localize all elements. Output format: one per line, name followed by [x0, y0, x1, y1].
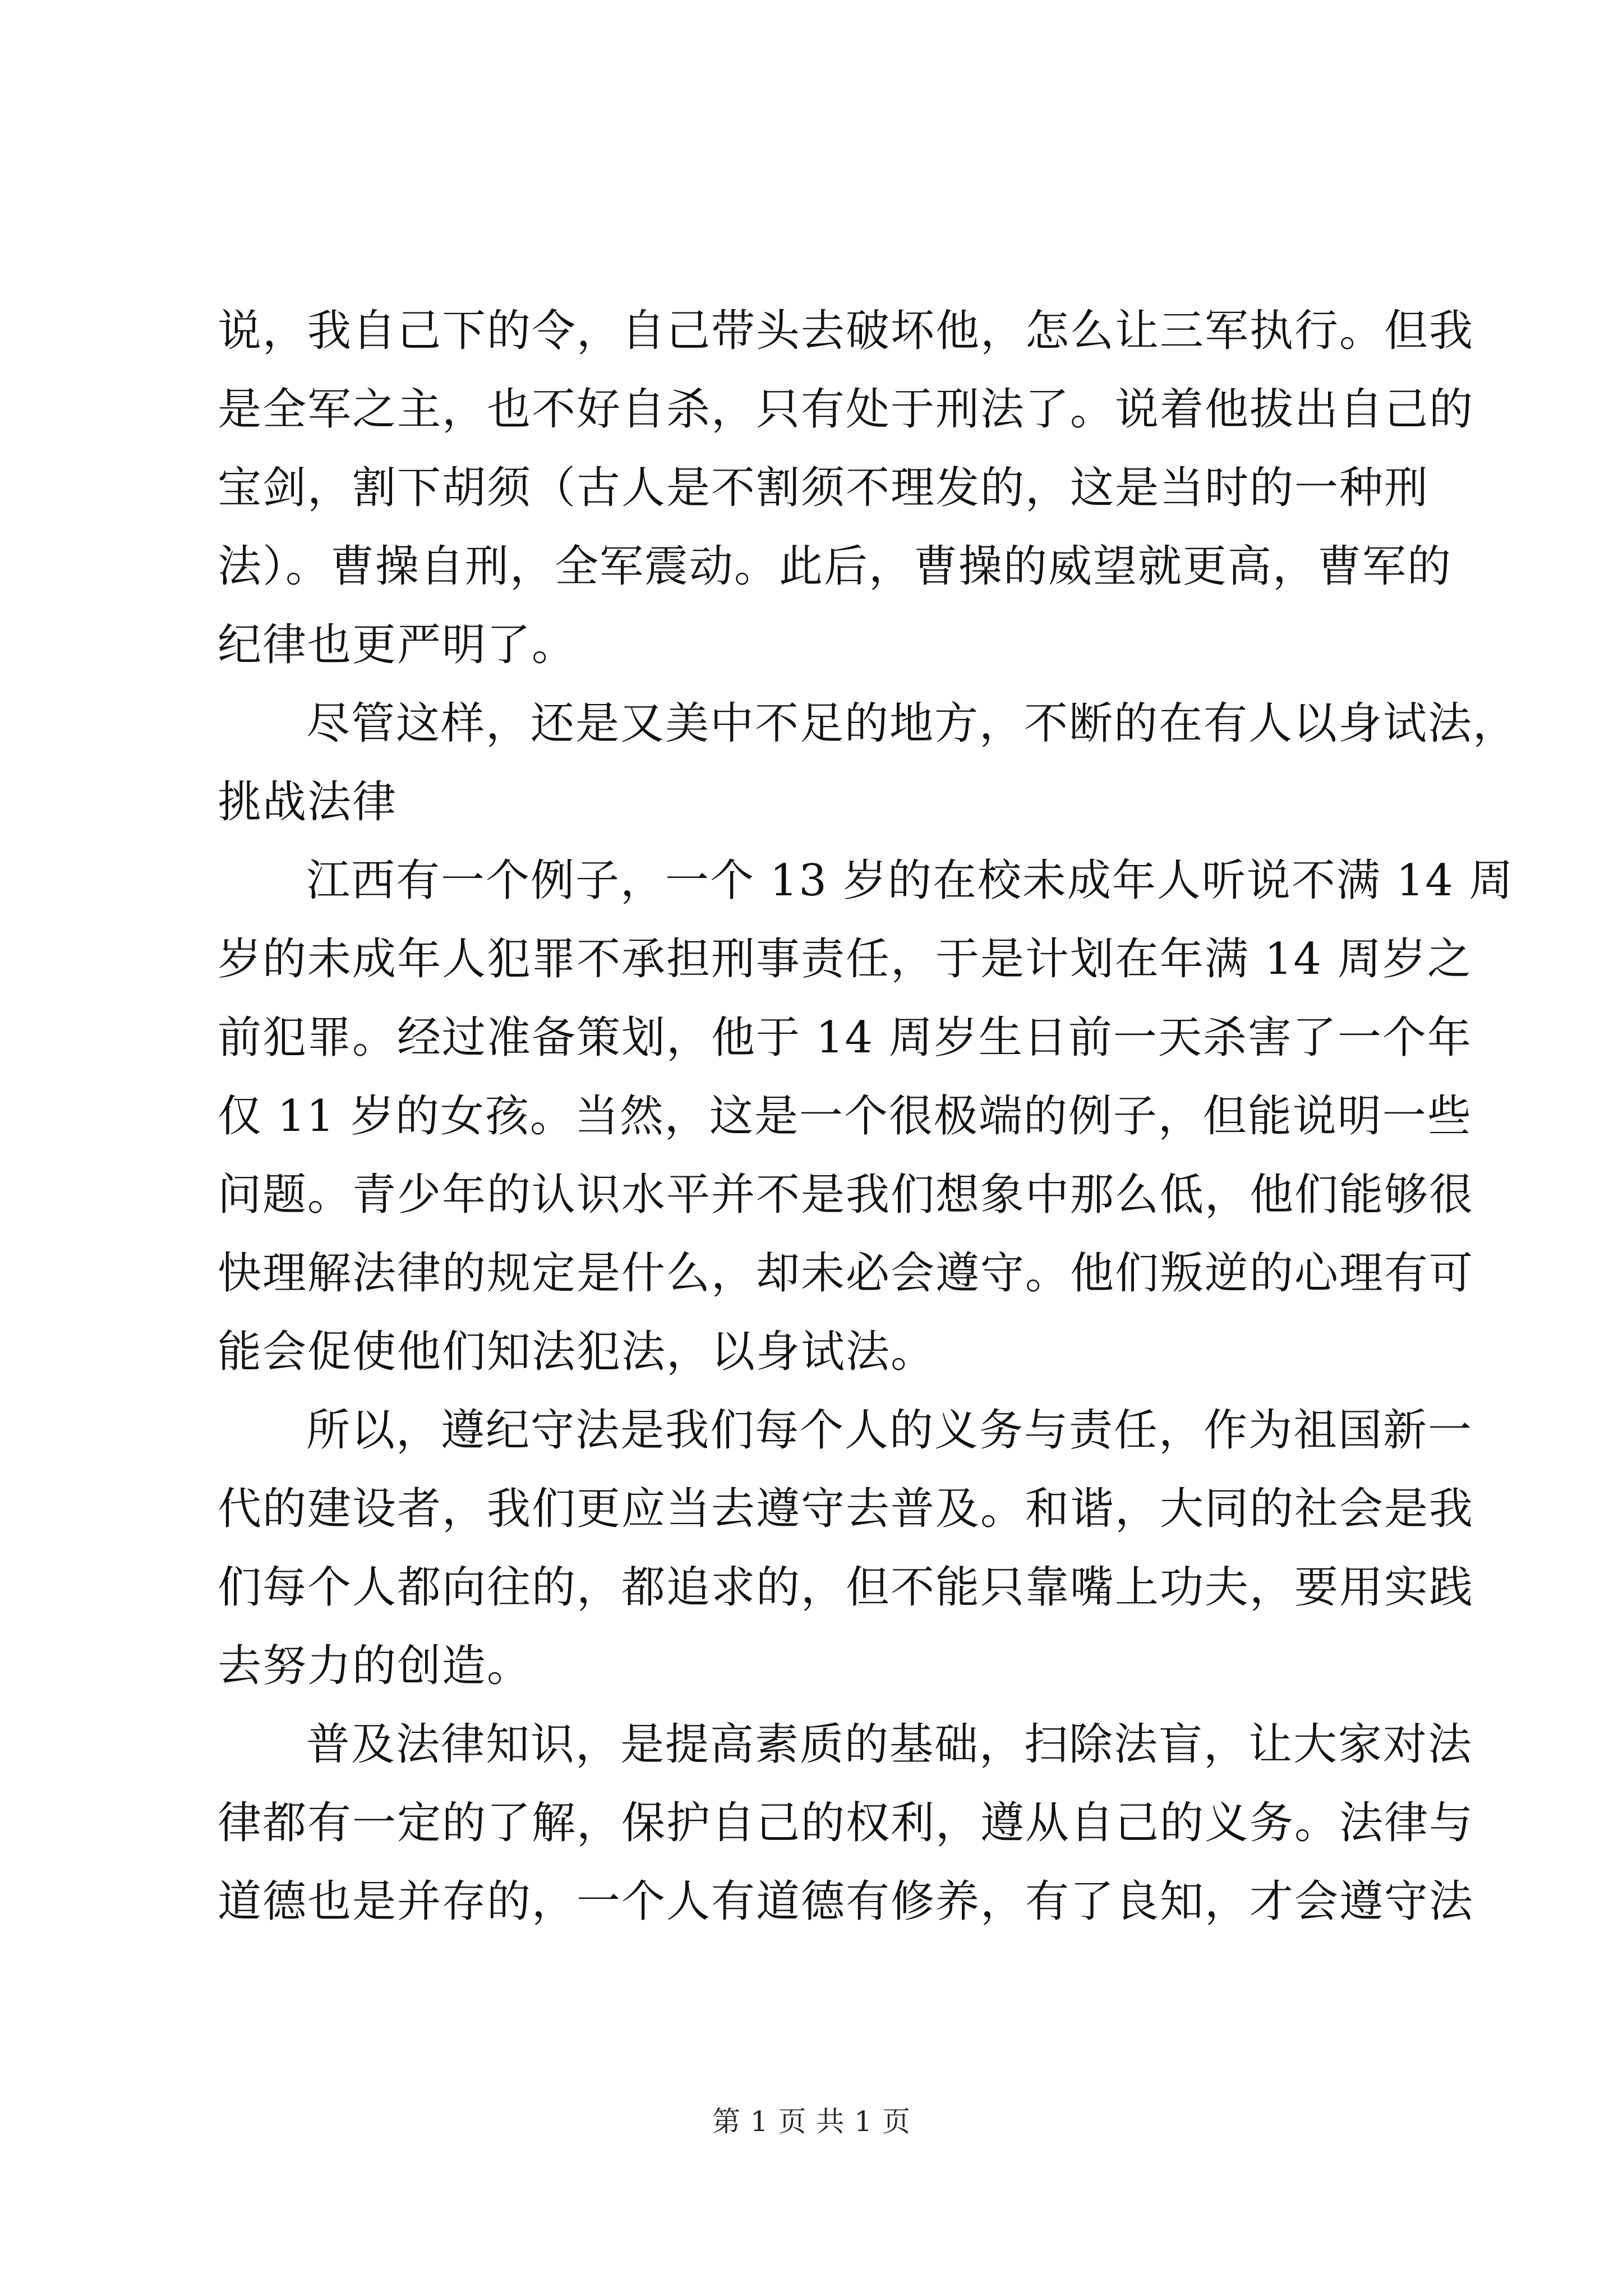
- paragraph-first-line: 所以，遵纪守法是我们每个人的义务与责任，作为祖国新一: [306, 1405, 1473, 1456]
- paragraph-first-line: 普及法律知识，是提高素质的基础，扫除法盲，让大家对法: [306, 1719, 1473, 1770]
- text-line: 仅 11 岁的女孩。当然，这是一个很极端的例子，但能说明一些: [218, 1091, 1472, 1142]
- text-line: 们每个人都向往的，都追求的，但不能只靠嘴上功夫，要用实践: [218, 1562, 1474, 1613]
- page-footer: 第 1 页 共 1 页: [712, 2105, 911, 2138]
- text-line: 问题。青少年的认识水平并不是我们想象中那么低，他们能够很: [218, 1170, 1474, 1220]
- text-line: 快理解法律的规定是什么，却未必会遵守。他们叛逆的心理有可: [218, 1248, 1474, 1299]
- text-line: 能会促使他们知法犯法，以身试法。: [218, 1327, 936, 1377]
- text-line: 纪律也更严明了。: [218, 620, 577, 670]
- text-line: 挑战法律: [218, 777, 398, 827]
- text-line: 前犯罪。经过准备策划，他于 14 周岁生日前一天杀害了一个年: [218, 1013, 1472, 1063]
- text-line: 宝剑，割下胡须（古人是不割须不理发的，这是当时的一种刑: [218, 463, 1430, 513]
- text-line: 律都有一定的了解，保护自己的权利，遵从自己的义务。法律与: [218, 1798, 1474, 1848]
- paragraph-first-line: 尽管这样，还是又美中不足的地方，不断的在有人以身试法，: [306, 698, 1518, 749]
- text-line: 去努力的创造。: [218, 1641, 532, 1691]
- text-line: 岁的未成年人犯罪不承担刑事责任，于是计划在年满 14 周岁之: [218, 934, 1472, 984]
- paragraph-first-line: 江西有一个例子，一个 13 岁的在校未成年人听说不满 14 周: [306, 855, 1514, 906]
- text-line: 代的建设者，我们更应当去遵守去普及。和谐，大同的社会是我: [218, 1484, 1474, 1534]
- text-line: 道德也是并存的，一个人有道德有修养，有了良知，才会遵守法: [218, 1876, 1474, 1927]
- text-line: 说，我自己下的令，自己带头去破坏他，怎么让三军执行。但我: [218, 306, 1474, 356]
- text-line: 是全军之主，也不好自杀，只有处于刑法了。说着他拔出自己的: [218, 384, 1474, 435]
- text-line: 法）。曹操自刑，全军震动。此后，曹操的威望就更高，曹军的: [218, 541, 1453, 592]
- body-text: [218, 292, 1518, 1941]
